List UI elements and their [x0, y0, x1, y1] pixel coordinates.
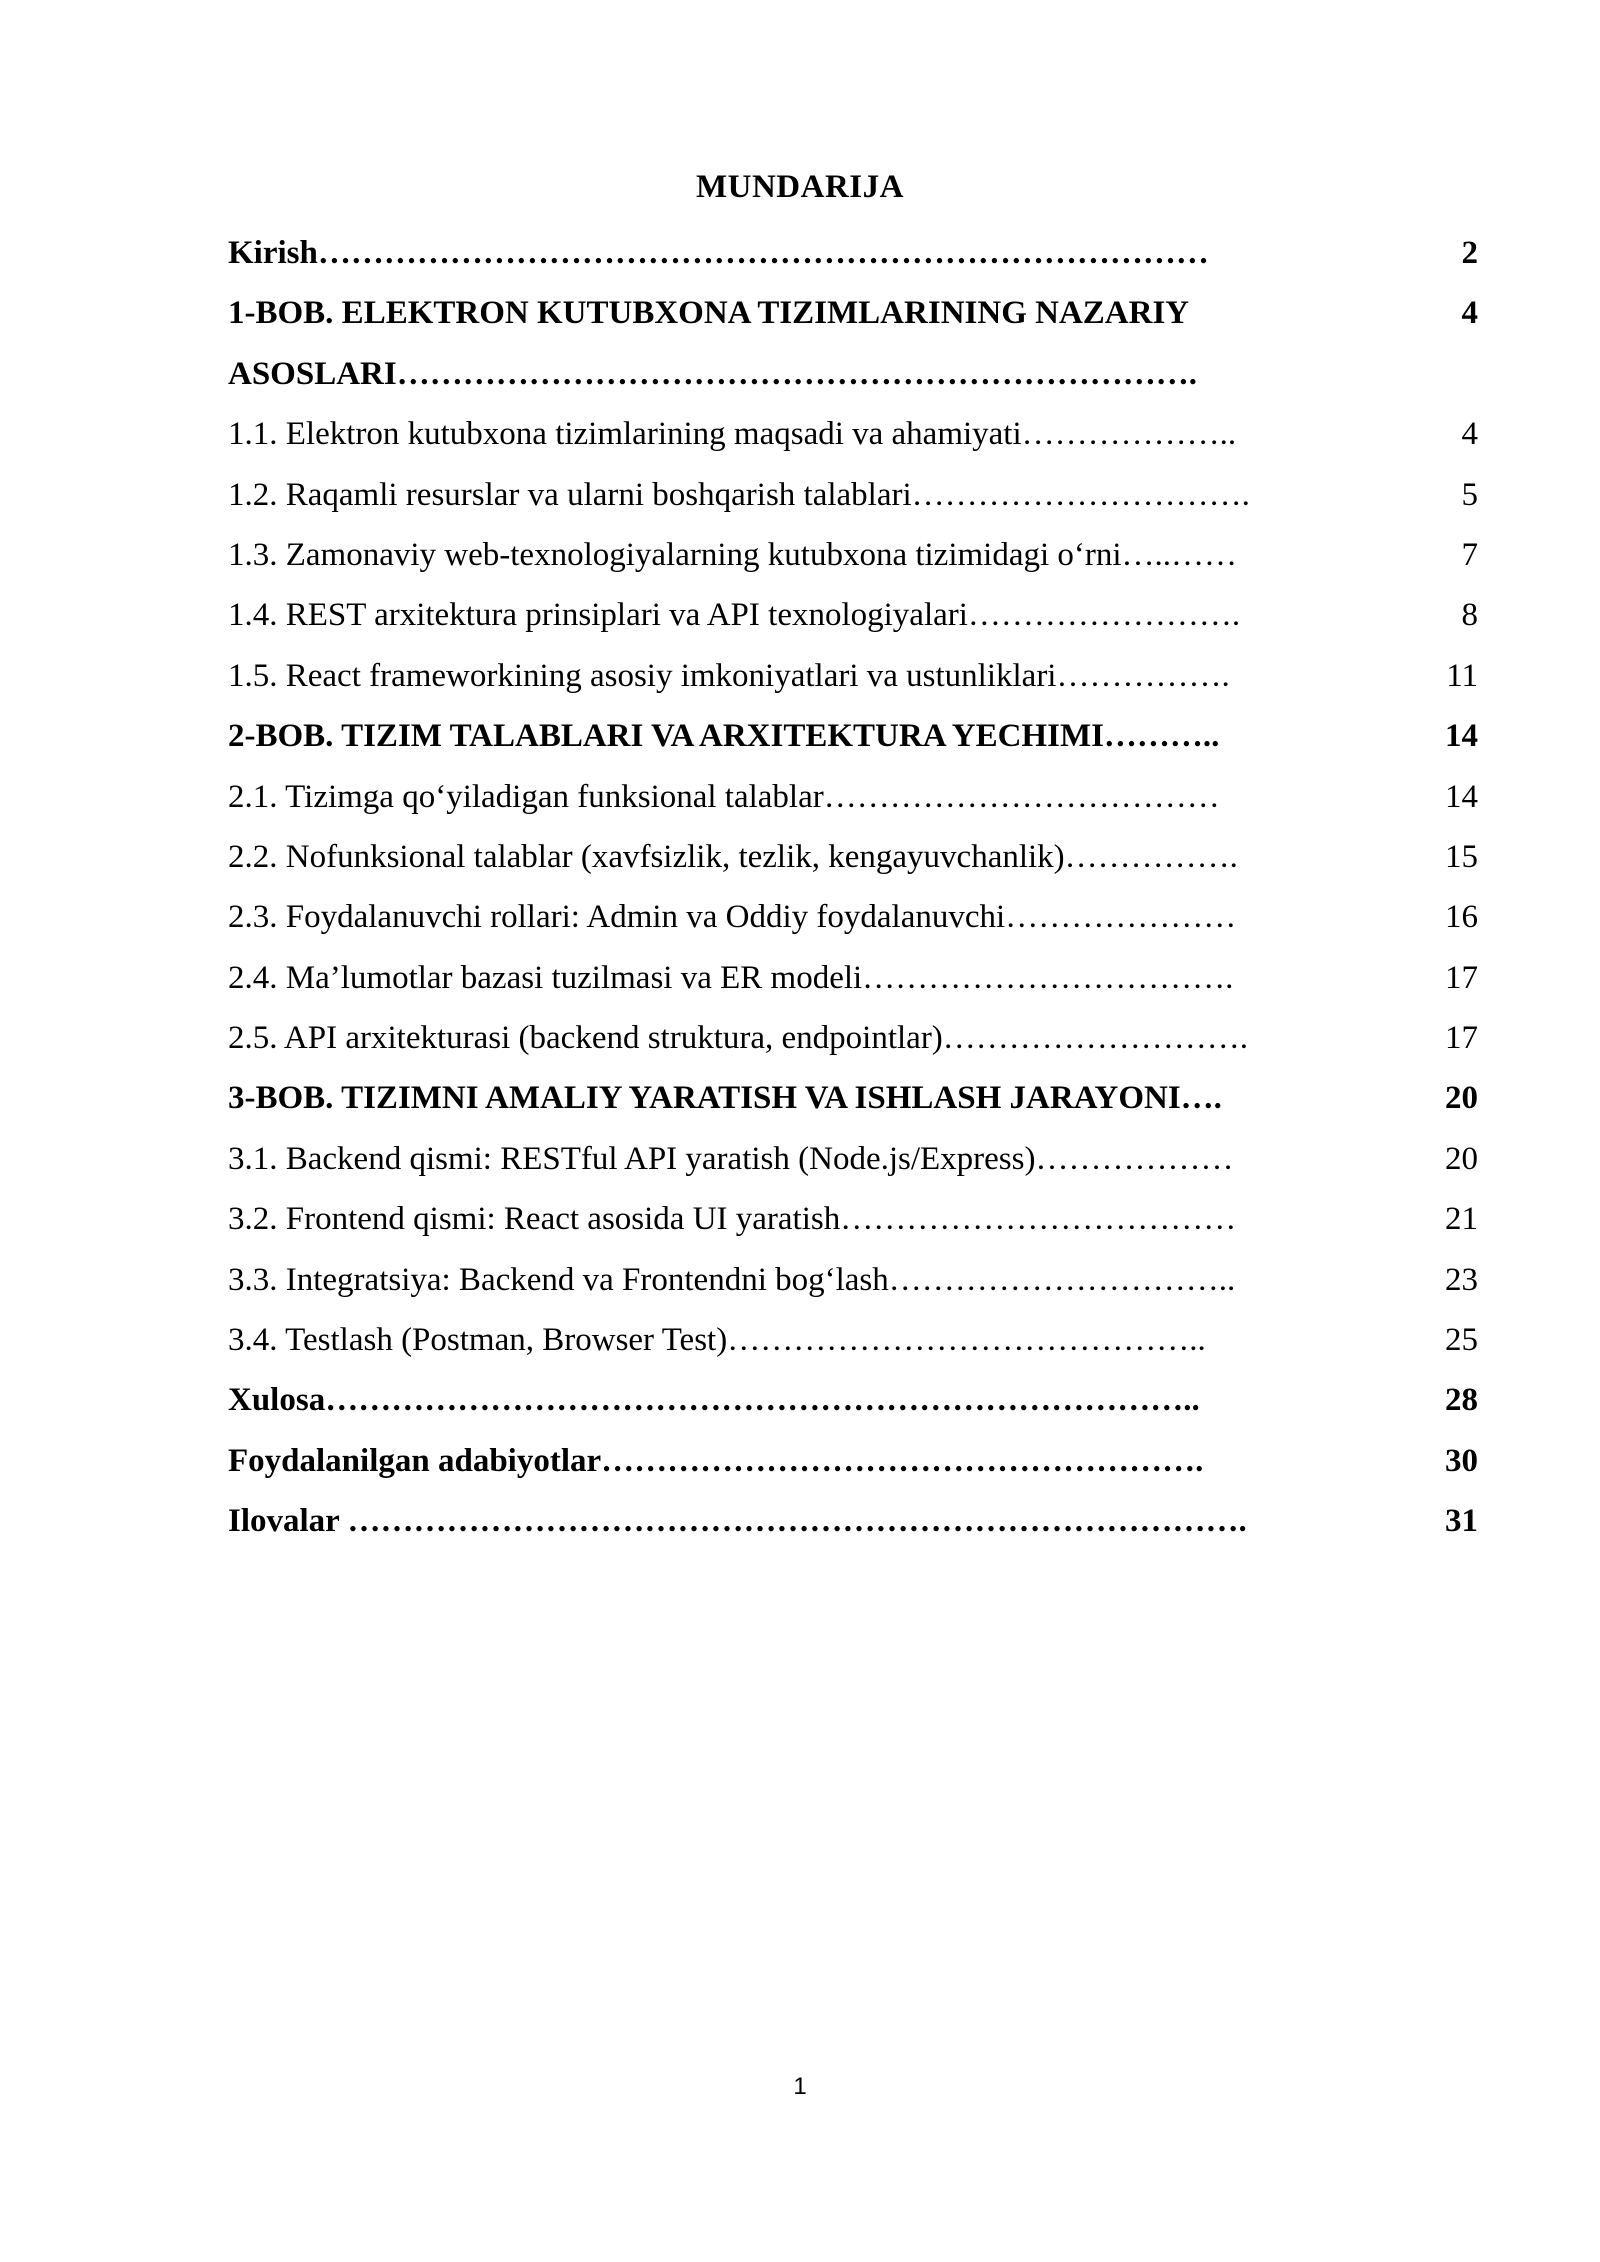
toc-entry [228, 646, 1478, 706]
toc-page-number: 2 [1461, 235, 1478, 271]
toc-entry-text: Kirish……………………………………………………………………… [228, 235, 1209, 271]
toc-page-number: 21 [1445, 1201, 1478, 1238]
toc-entry-text: 2-BOB. TIZIM TALABLARI VA ARXITEKTURA YECHIMI……….. [228, 718, 1220, 755]
toc-page-number: 31 [1445, 1503, 1478, 1540]
toc-entry [228, 1431, 1478, 1491]
toc-entry-text: Foydalanilgan adabiyotlar………………………………………………. [228, 1442, 1204, 1479]
toc-entry-text: 3.1. Backend qismi: RESTful API yaratish (Node.js/Express)……………… [228, 1140, 1234, 1177]
toc-entry-text: 3.2. Frontend qismi: React asosida UI yaratish……………………………… [228, 1201, 1237, 1238]
toc-page-number: 4 [1461, 295, 1478, 332]
toc-page-number: 17 [1445, 959, 1478, 996]
page-title: MUNDARIJA [696, 169, 904, 205]
toc-entry [228, 827, 1478, 887]
toc-entry-text: 1.2. Raqamli resurslar va ularni boshqarish talablari…………………………. [228, 476, 1250, 513]
toc-entry [228, 1129, 1478, 1189]
toc-entry [228, 585, 1478, 645]
toc-entry [228, 1068, 1478, 1128]
toc-page-number: 7 [1461, 536, 1478, 573]
toc-page-number: 20 [1445, 1080, 1478, 1117]
toc-entry-text: ASOSLARI………………………………………………………………. [228, 355, 1197, 392]
toc-page-number: 25 [1445, 1322, 1478, 1359]
toc-entry-text: 1.1. Elektron kutubxona tizimlarining maqsadi va ahamiyati……………….. [228, 416, 1237, 453]
toc-entry [228, 767, 1478, 827]
toc-entry [228, 1250, 1478, 1310]
toc-entry [228, 283, 1478, 343]
toc-page-number: 28 [1445, 1382, 1478, 1419]
toc-entry [228, 525, 1478, 585]
toc-page-number: 20 [1445, 1140, 1478, 1177]
toc-entry [228, 404, 1478, 464]
toc-page-number: 15 [1445, 838, 1478, 875]
toc-entry-text: 2.3. Foydalanuvchi rollari: Admin va Oddiy foydalanuvchi………………… [228, 899, 1237, 936]
toc-entry-text: 2.4. Ma’lumotlar bazasi tuzilmasi va ER modeli……………………………. [228, 959, 1234, 996]
toc-entry-text: 2.1. Tizimga qo‘yiladigan funksional talablar……………………………… [228, 778, 1220, 815]
toc-page-number: 5 [1461, 476, 1478, 513]
toc-page-number: 8 [1461, 597, 1478, 634]
page-number: 1 [793, 2073, 807, 2100]
toc-entry-text: Xulosa…………………………………………………………………….. [228, 1382, 1200, 1419]
toc-entry [228, 887, 1478, 947]
toc-entry-text: 2.2. Nofunksional talablar (xavfsizlik, tezlik, kengayuvchanlik)……………. [228, 838, 1238, 875]
toc-entry [228, 223, 1478, 283]
toc-page-number: 4 [1461, 416, 1478, 453]
toc-page-number: 30 [1445, 1442, 1478, 1479]
toc-entry [228, 1189, 1478, 1249]
toc-entry [228, 948, 1478, 1008]
toc-entry-text: 1-BOB. ELEKTRON KUTUBXONA TIZIMLARINING NAZARIY [228, 295, 1190, 332]
toc-page-number: 16 [1445, 899, 1478, 936]
toc-entry-text: 3-BOB. TIZIMNI AMALIY YARATISH VA ISHLASH JARAYONI…. [228, 1080, 1222, 1117]
toc-entry [228, 1491, 1478, 1551]
toc-entry [228, 1008, 1478, 1068]
toc-entry [228, 344, 1478, 404]
toc-entry [228, 706, 1478, 766]
toc-page-number: 11 [1446, 657, 1478, 694]
toc-entry-text: 1.5. React frameworkining asosiy imkoniyatlari va ustunliklari……………. [228, 657, 1230, 694]
toc-entry [228, 1310, 1478, 1370]
toc-entry-text: 2.5. API arxitekturasi (backend struktura, endpointlar)………………………. [228, 1020, 1249, 1057]
table-of-contents [228, 223, 1478, 1552]
toc-page-number: 17 [1445, 1020, 1478, 1057]
toc-entry [228, 1370, 1478, 1430]
toc-entry-text: 3.3. Integratsiya: Backend va Frontendni bog‘lash………………………….. [228, 1261, 1236, 1298]
toc-entry [228, 465, 1478, 525]
toc-entry-text: 1.4. REST arxitektura prinsiplari va API texnologiyalari……………………. [228, 597, 1241, 634]
toc-entry-text: Ilovalar ………………………………………………………………………. [228, 1503, 1247, 1540]
toc-entry-text: 3.4. Testlash (Postman, Browser Test)…………………………………….. [228, 1322, 1206, 1359]
toc-entry-text: 1.3. Zamonaviy web-texnologiyalarning kutubxona tizimidagi o‘rni…..…… [228, 536, 1238, 573]
toc-page-number: 14 [1445, 718, 1478, 755]
toc-page-number: 14 [1445, 778, 1478, 815]
toc-page-number: 23 [1445, 1261, 1478, 1298]
